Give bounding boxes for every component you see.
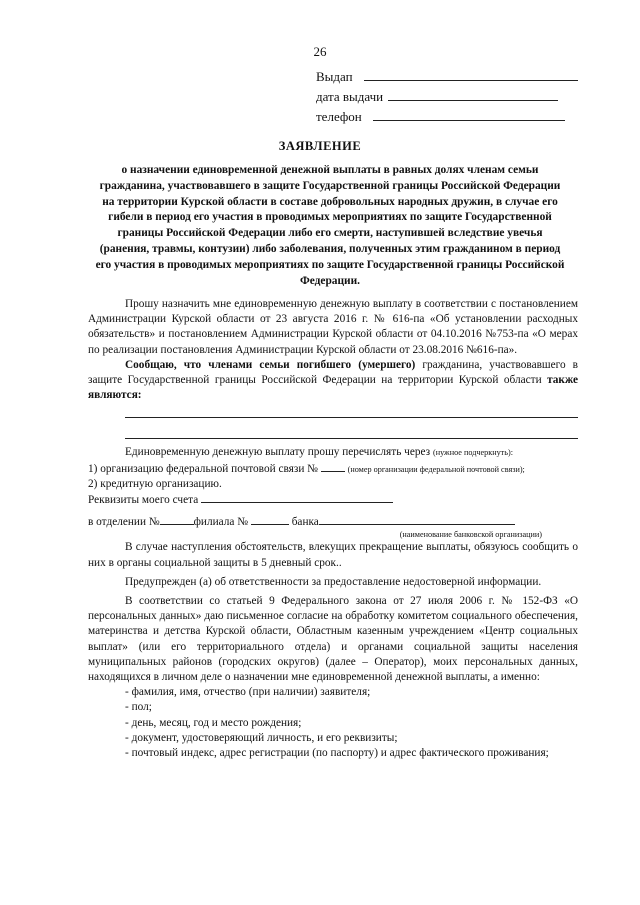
list-item: - день, месяц, год и место рождения; — [125, 716, 302, 729]
consent-paragraph: В соответствии со статьей 9 Федерального закона от 27 июля 2006 г. № 152-ФЗ «О персональных данных» даю письменное согласие на обработку комитетом социального обеспечения, материнства и детства Курской области, Областным казенным учреждением «Центр социальных выплат» (или его территориального отдела) и органами социальной защиты населения муниципальных районов (городских округов) (далее – Оператор), моих персональных данных, находящихся в личном деле о назначении мне единовременной денежной выплаты, а именно: — [88, 595, 578, 684]
payment-intro-text: Единовременную денежную выплату прошу перечислять через — [125, 446, 431, 459]
phone-label: телефон — [316, 109, 362, 124]
family-text: гражданина, участвовавшего в защите Государственной границы Российской Федерации на территории Курской области — [88, 358, 578, 387]
payment-intro — [88, 445, 578, 460]
family-bold-2: также являются: — [88, 374, 578, 402]
phone-row — [316, 108, 565, 125]
document-subtitle: о назначении единовременной денежной выплаты в равных долях членам семьи гражданина, участвовавшего в защите Государственной границы Российской Федерации на территории Курской области в составе добровольных народных дружин, в случае его гибели в период его участия в проводимых мероприятиях по защите Государственной границы Российской Федерации либо его смерти, наступившей вследствие увечья (ранения, травмы, контузии) либо заболевания, полученных этим гражданином в период его участия в проводимых мероприятиях по защите Государственной границы Российской Федерации. — [95, 164, 565, 287]
filial-field[interactable] — [251, 514, 289, 525]
bank-caption: (наименование банковской организации) — [399, 530, 542, 540]
page-number: 26 — [313, 44, 327, 59]
postal-number-field[interactable] — [321, 461, 345, 472]
bank-field[interactable] — [319, 514, 515, 525]
branch-field[interactable] — [160, 514, 194, 525]
family-paragraph — [88, 358, 578, 404]
account-field[interactable] — [201, 492, 393, 503]
issued-row — [316, 68, 578, 85]
filial-label: филиала № — [193, 516, 249, 529]
account-label: Реквизиты моего счета — [88, 494, 199, 507]
request-paragraph: Прошу назначить мне единовременную денежную выплату в соответствии с постановлением Администрации Курской области от 23 августа 2016 г. № 616-па «Об установлении расходных обязательств» и постановлением Администрации Курской области от 04.10.2016 №753-па «О мерах по реализации постановления Администрации Курской области от 23.08.2016 №616-па». — [88, 298, 578, 356]
list-item: - пол; — [125, 701, 152, 714]
bank-label: банка — [291, 516, 319, 529]
option-credit[interactable]: 2) кредитную организацию. — [88, 477, 222, 490]
list-item: - фамилия, имя, отчество (при наличии) заявителя; — [125, 686, 371, 699]
issued-field[interactable] — [364, 68, 578, 81]
option-postal[interactable] — [88, 461, 578, 477]
list-item: - документ, удостоверяющий личность, и его реквизиты; — [125, 731, 398, 744]
family-members-line-1[interactable] — [125, 417, 578, 418]
family-bold-1: Сообщаю, что членами семьи погибшего (умершего) — [125, 358, 416, 371]
warning-paragraph: Предупрежден (а) об ответственности за предоставление недостоверной информации. — [125, 575, 542, 588]
issued-label: Выдап — [316, 69, 353, 84]
obligation-paragraph: В случае наступления обстоятельств, влекущих прекращение выплаты, обязуюсь сообщить о них в органы социальной защиты в 5 дневный срок.. — [88, 541, 578, 569]
postal-number-caption: (номер организации федеральной почтовой связи); — [347, 464, 525, 474]
family-members-line-2[interactable] — [125, 438, 578, 439]
phone-field[interactable] — [373, 108, 565, 121]
date-field[interactable] — [388, 88, 558, 101]
list-item: - почтовый индекс, адрес регистрации (по паспорту) и адрес фактического проживания; — [125, 747, 549, 760]
branch-row — [88, 514, 578, 530]
date-row — [316, 88, 558, 105]
document-title: ЗАЯВЛЕНИЕ — [278, 139, 362, 153]
account-row — [88, 492, 578, 508]
date-label: дата выдачи — [316, 89, 384, 104]
document-body — [88, 297, 578, 761]
payment-note: (нужное подчеркнуть): — [432, 448, 513, 458]
option-postal-text: 1) организацию федеральной почтовой связи № — [88, 462, 318, 475]
branch-label: в отделении № — [88, 516, 160, 529]
